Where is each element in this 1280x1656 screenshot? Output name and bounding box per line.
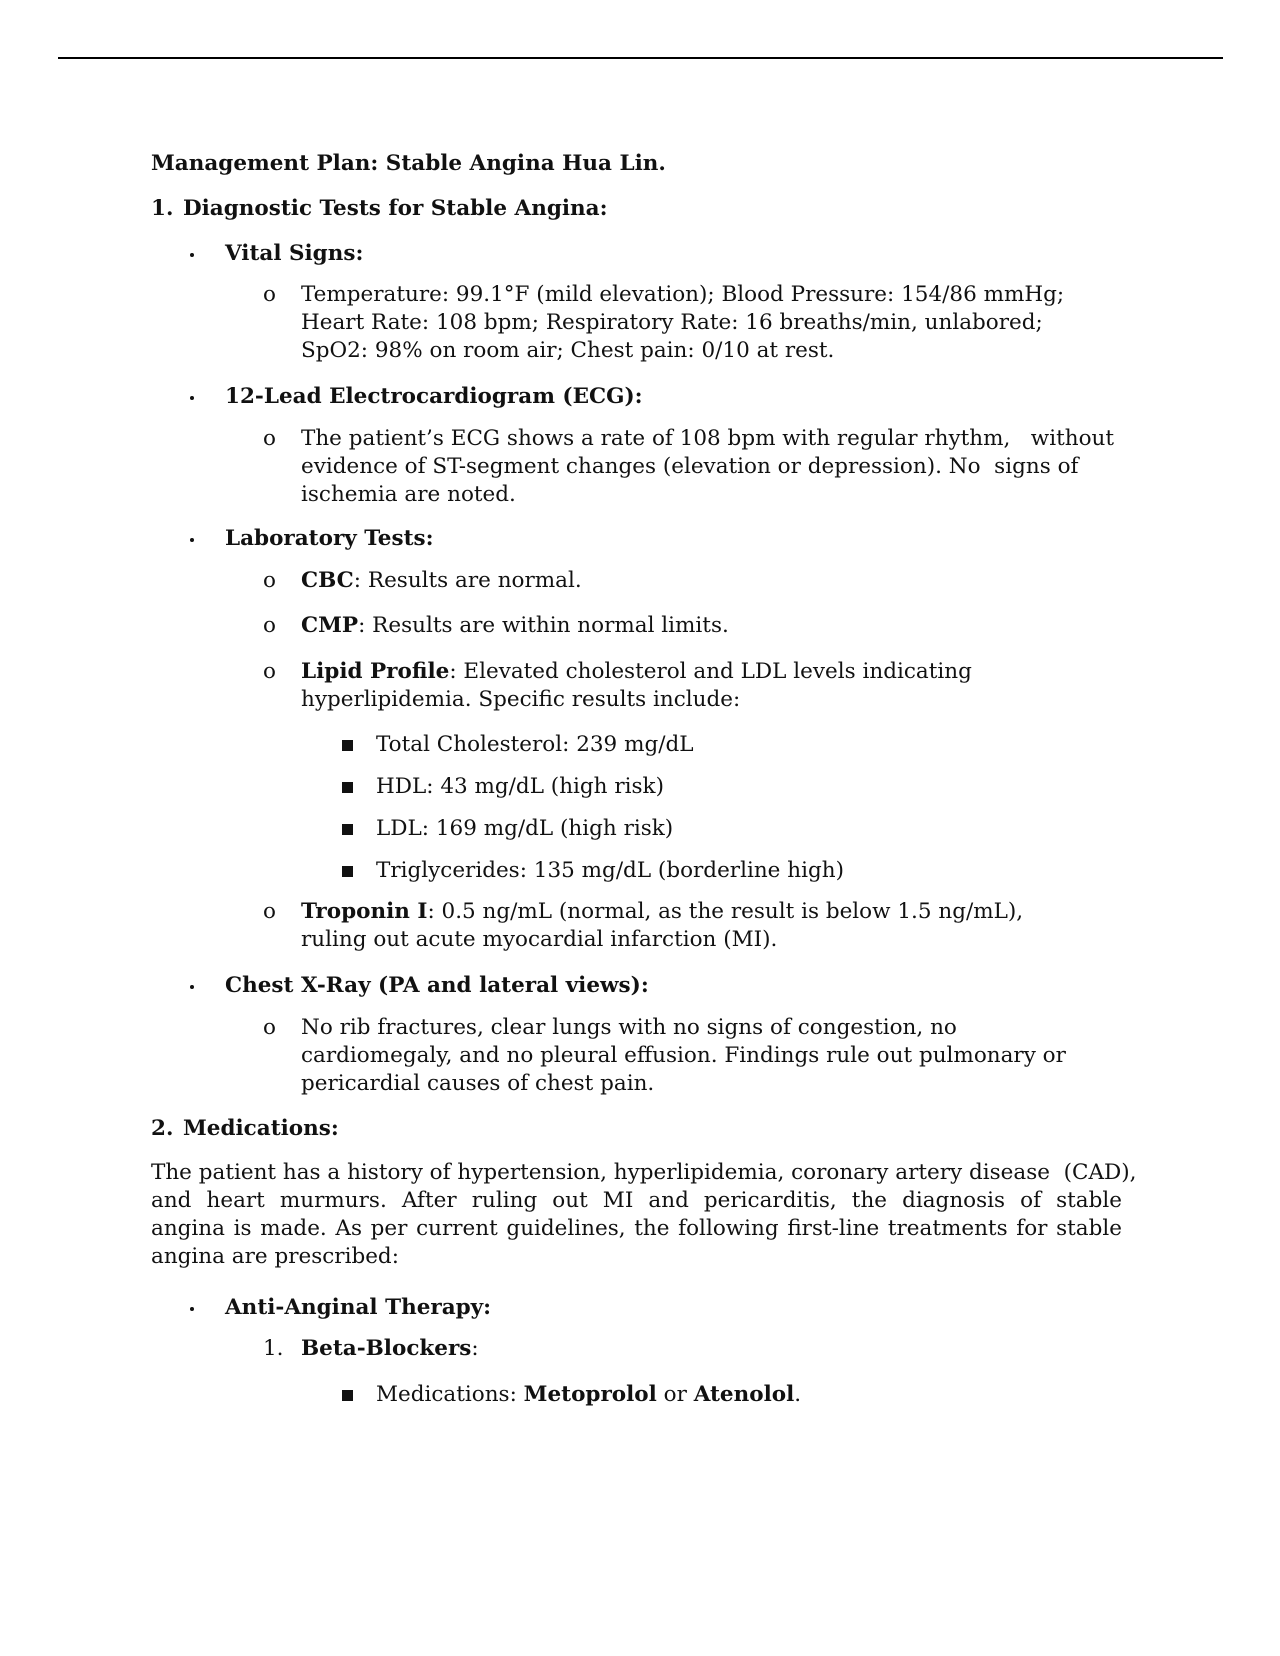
cbc-text: : Results are normal. xyxy=(353,568,582,593)
lipid-result: Total Cholesterol: 239 mg/dL xyxy=(376,732,694,757)
square-bullet xyxy=(342,866,353,877)
ecg-line-2: evidence of ST-segment changes (elevation or depression). No signs of xyxy=(301,454,1079,479)
xray-line-2: cardiomegaly, and no pleural effusion. Findings rule out pulmonary or xyxy=(301,1043,1066,1068)
square-bullet xyxy=(342,782,353,793)
square-bullet xyxy=(342,824,353,835)
lipid-item xyxy=(301,658,972,686)
medications-paragraph xyxy=(151,1159,1137,1271)
vitals-line-3: SpO2: 98% on room air; Chest pain: 0/10 at rest. xyxy=(301,338,835,363)
section-1-number: 1. xyxy=(151,196,174,221)
page-title: Management Plan: Stable Angina Hua Lin. xyxy=(151,151,666,176)
sub-bullet: o xyxy=(263,282,276,307)
bullet-dot xyxy=(190,985,194,989)
cbc-item xyxy=(301,567,582,595)
cmp-label: CMP xyxy=(301,613,359,638)
paragraph-line-2: and heart murmurs. After ruling out MI and pericarditis, the diagnosis of stable xyxy=(151,1188,1122,1213)
sub-bullet: o xyxy=(263,899,276,924)
paragraph-line-1: The patient has a history of hypertension, hyperlipidemia, coronary artery disease (CAD), xyxy=(151,1160,1137,1185)
therapy-heading: Anti-Anginal Therapy: xyxy=(225,1295,492,1320)
beta-blockers-item xyxy=(301,1335,479,1363)
ecg-heading: 12-Lead Electrocardiogram (ECG): xyxy=(225,384,643,409)
medications-line xyxy=(376,1381,801,1409)
vitals-line-2: Heart Rate: 108 bpm; Respiratory Rate: 16 breaths/min, unlabored; xyxy=(301,310,1043,335)
troponin-label: Troponin I xyxy=(301,899,428,924)
section-1-heading: Diagnostic Tests for Stable Angina: xyxy=(183,196,608,221)
ecg-line-3: ischemia are noted. xyxy=(301,482,516,507)
lipid-result: Triglycerides: 135 mg/dL (borderline high) xyxy=(376,858,844,883)
sub-bullet: o xyxy=(263,613,276,638)
paragraph-line-3: angina is made. As per current guidelines, the following first-line treatments for stable xyxy=(151,1216,1122,1241)
section-2-heading: Medications: xyxy=(183,1116,339,1141)
lab-tests-heading: Laboratory Tests: xyxy=(225,526,434,551)
med-atenolol: Atenolol xyxy=(693,1382,795,1407)
beta-blockers-suffix: : xyxy=(471,1336,479,1361)
vital-signs-heading: Vital Signs: xyxy=(225,241,364,266)
xray-line-1: No rib fractures, clear lungs with no signs of congestion, no xyxy=(301,1015,957,1040)
paragraph-line-4: angina are prescribed: xyxy=(151,1244,399,1269)
med-prefix: Medications: xyxy=(376,1382,524,1407)
bullet-dot xyxy=(190,538,194,542)
cmp-item xyxy=(301,612,729,640)
ecg-line-1: The patient’s ECG shows a rate of 108 bpm with regular rhythm, without xyxy=(301,426,1115,451)
cmp-text: : Results are within normal limits. xyxy=(358,613,729,638)
med-metoprolol: Metoprolol xyxy=(523,1382,657,1407)
sub-bullet: o xyxy=(263,426,276,451)
troponin-item xyxy=(301,898,1023,926)
med-or: or xyxy=(656,1382,694,1407)
xray-line-3: pericardial causes of chest pain. xyxy=(301,1071,655,1096)
lipid-result: LDL: 169 mg/dL (high risk) xyxy=(376,816,674,841)
square-bullet xyxy=(342,740,353,751)
bullet-dot xyxy=(190,1307,194,1311)
med-end: . xyxy=(794,1382,802,1407)
lipid-text: : Elevated cholesterol and LDL levels indicating xyxy=(449,659,972,684)
beta-blockers-label: Beta-Blockers xyxy=(301,1336,472,1361)
section-2-number: 2. xyxy=(151,1116,174,1141)
lipid-result: HDL: 43 mg/dL (high risk) xyxy=(376,774,664,799)
xray-heading: Chest X-Ray (PA and lateral views): xyxy=(225,973,649,998)
cbc-label: CBC xyxy=(301,568,354,593)
beta-blockers-number: 1. xyxy=(263,1336,284,1361)
troponin-line-2: ruling out acute myocardial infarction (MI). xyxy=(301,927,778,952)
bullet-dot xyxy=(190,253,194,257)
sub-bullet: o xyxy=(263,568,276,593)
header-rule xyxy=(58,57,1223,59)
bullet-dot xyxy=(190,396,194,400)
vitals-line-1: Temperature: 99.1°F (mild elevation); Blood Pressure: 154/86 mmHg; xyxy=(301,282,1065,307)
sub-bullet: o xyxy=(263,659,276,684)
lipid-label: Lipid Profile xyxy=(301,659,450,684)
troponin-text: : 0.5 ng/mL (normal, as the result is below 1.5 ng/mL), xyxy=(427,899,1024,924)
lipid-line-2: hyperlipidemia. Specific results include: xyxy=(301,687,741,712)
square-bullet xyxy=(342,1390,353,1401)
sub-bullet: o xyxy=(263,1015,276,1040)
